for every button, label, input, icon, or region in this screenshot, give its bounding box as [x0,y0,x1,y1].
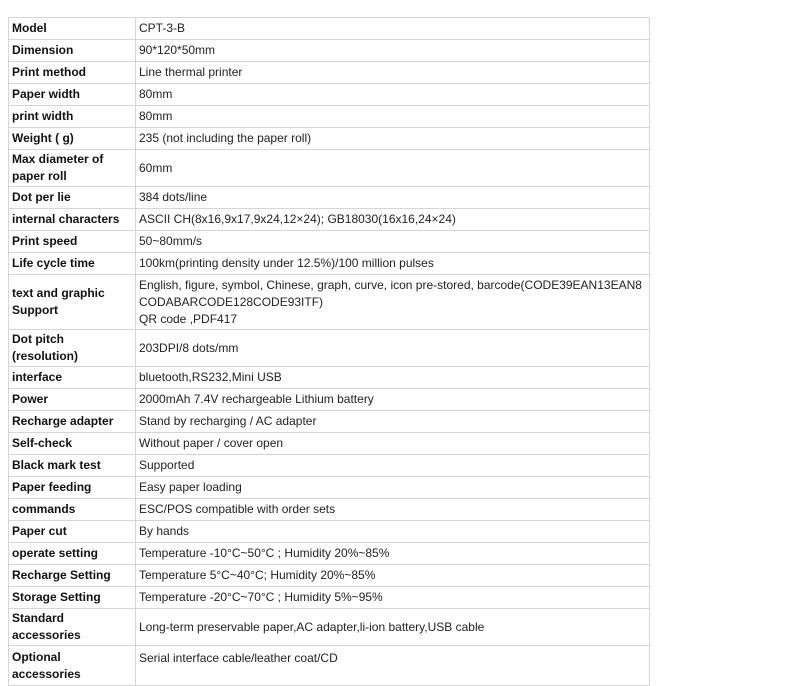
table-row [9,499,650,521]
spec-key: interface [9,367,136,389]
table-row [9,543,650,565]
spec-key: Standard accessories [9,609,136,646]
spec-key: text and graphic Support [9,275,136,330]
table-row [9,565,650,587]
spec-value: Long-term preservable paper,AC adapter,li-ion battery,USB cable [136,609,650,646]
spec-value: 50~80mm/s [136,231,650,253]
table-row [9,62,650,84]
spec-key: Black mark test [9,455,136,477]
spec-key: operate setting [9,543,136,565]
spec-key: Model [9,18,136,40]
table-row [9,253,650,275]
spec-value: bluetooth,RS232,Mini USB [136,367,650,389]
spec-key: internal characters [9,209,136,231]
spec-value: 2000mAh 7.4V rechargeable Lithium battery [136,389,650,411]
spec-key: Paper cut [9,521,136,543]
table-row [9,433,650,455]
spec-key: print width [9,106,136,128]
spec-key: Print method [9,62,136,84]
spec-value: Temperature -20°C~70°C ; Humidity 5%~95% [136,587,650,609]
spec-key: Paper width [9,84,136,106]
spec-key: Dot per lie [9,187,136,209]
spec-value: Serial interface cable/leather coat/CD [136,646,650,686]
spec-value: 60mm [136,150,650,187]
table-row [9,128,650,150]
table-row [9,646,650,686]
table-row [9,275,650,330]
spec-key: Dot pitch (resolution) [9,330,136,367]
spec-value: 80mm [136,84,650,106]
spec-key: Self-check [9,433,136,455]
spec-value: 203DPI/8 dots/mm [136,330,650,367]
spec-key: Power [9,389,136,411]
table-row [9,106,650,128]
spec-value: 90*120*50mm [136,40,650,62]
spec-key: Life cycle time [9,253,136,275]
table-row [9,587,650,609]
spec-key: Storage Setting [9,587,136,609]
spec-key: Recharge adapter [9,411,136,433]
spec-value: 80mm [136,106,650,128]
spec-value: Stand by recharging / AC adapter [136,411,650,433]
spec-value: English, figure, symbol, Chinese, graph, curve, icon pre-stored, barcode(CODE39EAN13EAN8 CODABARCODE128CODE93ITF) QR code ,PDF417 [136,275,650,330]
table-row [9,40,650,62]
spec-value: Temperature -10°C~50°C ; Humidity 20%~85% [136,543,650,565]
table-row [9,84,650,106]
spec-value: CPT-3-B [136,18,650,40]
spec-table [8,17,650,686]
spec-value: By hands [136,521,650,543]
spec-value: ESC/POS compatible with order sets [136,499,650,521]
spec-key: Optional accessories [9,646,136,686]
spec-value: 100km(printing density under 12.5%)/100 million pulses [136,253,650,275]
table-row [9,231,650,253]
spec-key: Max diameter of paper roll [9,150,136,187]
spec-key: Weight ( g) [9,128,136,150]
table-row [9,330,650,367]
table-row [9,521,650,543]
table-row [9,367,650,389]
spec-value: 235 (not including the paper roll) [136,128,650,150]
spec-value: Without paper / cover open [136,433,650,455]
spec-key: Dimension [9,40,136,62]
table-row [9,411,650,433]
spec-key: Recharge Setting [9,565,136,587]
table-row [9,187,650,209]
spec-value: ASCII CH(8x16,9x17,9x24,12×24); GB18030(16x16,24×24) [136,209,650,231]
spec-key: commands [9,499,136,521]
table-row [9,609,650,646]
table-row [9,477,650,499]
spec-table-body [9,18,650,686]
spec-key: Print speed [9,231,136,253]
spec-key: Paper feeding [9,477,136,499]
spec-value: Easy paper loading [136,477,650,499]
table-row [9,150,650,187]
spec-value: Line thermal printer [136,62,650,84]
table-row [9,455,650,477]
table-row [9,18,650,40]
spec-value: 384 dots/line [136,187,650,209]
table-row [9,389,650,411]
spec-value: Temperature 5°C~40°C; Humidity 20%~85% [136,565,650,587]
spec-value: Supported [136,455,650,477]
table-row [9,209,650,231]
